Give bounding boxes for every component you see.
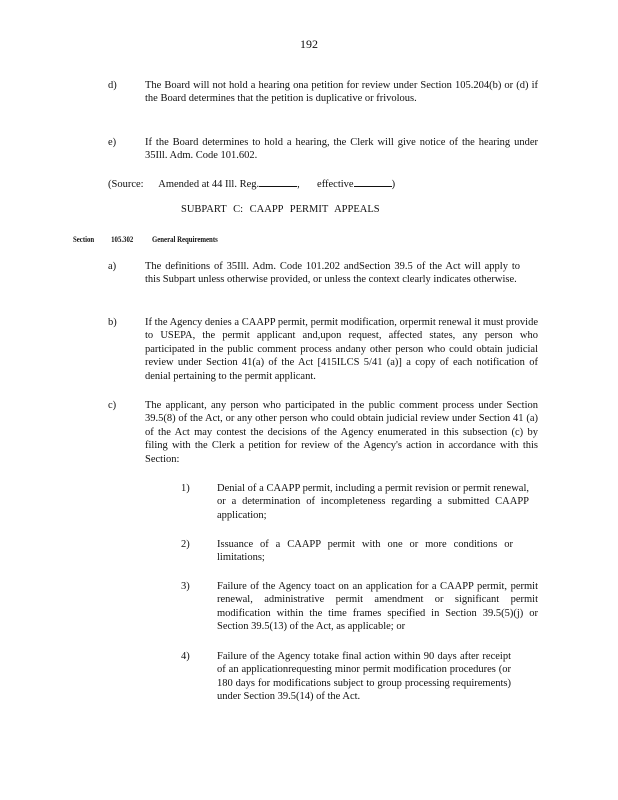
blank-line xyxy=(259,177,297,187)
item-label: d) xyxy=(108,80,117,91)
section-word: Section xyxy=(73,235,95,244)
item-label: b) xyxy=(108,317,117,328)
item-label: a) xyxy=(108,261,117,272)
section-heading xyxy=(73,235,218,244)
page-number: 192 xyxy=(300,37,318,51)
subitem-label: 2) xyxy=(181,539,190,550)
subitem-text: Failure of the Agency toact on an application for a CAAPP permit, permit renewal, administrative permit amendment or significant permit modification within the time frames specified in Section 39.5(5)(j) or Section 39.5(13) of the Act, as applicable; or xyxy=(217,581,538,633)
item-label: c) xyxy=(108,400,117,411)
source-prefix: (Source: xyxy=(108,179,144,190)
section-title: General Requirements xyxy=(151,235,218,244)
source-effective: effective xyxy=(317,179,354,190)
item-text: If the Agency denies a CAAPP permit, permit modification, orpermit renewal it must provide to USEPA, the permit applicant and,upon request, affected states, any person who participated in the public comment process andany other person who could obtain judicial review under Section 41(a) of the Act [415ILCS 5/41 (a)] a copy of each notification of denial pertaining to the permit applicant. xyxy=(145,317,538,382)
section-number: 105.302 xyxy=(111,235,134,244)
source-comma: , xyxy=(297,179,300,190)
subitem-label: 4) xyxy=(181,651,190,662)
subitem-text: Denial of a CAAPP permit, including a permit revision or permit renewal, or a determination of incompleteness regarding a submitted CAAPP application; xyxy=(217,483,529,521)
item-text: The Board will not hold a hearing ona petition for review under Section 105.204(b) or (d) if the Board determines that the petition is duplicative or frivolous. xyxy=(145,80,538,105)
item-text: The definitions of 35Ill. Adm. Code 101.202 andSection 39.5 of the Act will apply to this Subpart unless otherwise provided, or unless the context clearly indicates otherwise. xyxy=(145,261,520,286)
item-text: The applicant, any person who participated in the public comment process under Section 39.5(8) of the Act, or any other person who could obtain judicial review under Section 41 (a) of the Act may contest the decisions of the Agency enumerated in this subsection (c) by filing with the Clerk a petition for review of the Agency's action in accordance with this Section: xyxy=(145,400,538,465)
source-note xyxy=(108,177,395,191)
subitem-text: Issuance of a CAAPP permit with one or more conditions or limitations; xyxy=(217,539,513,564)
blank-line xyxy=(354,177,392,187)
subitem-label: 1) xyxy=(181,483,190,494)
item-label: e) xyxy=(108,137,117,148)
subitem-text: Failure of the Agency totake final action within 90 days after receipt of an applicationrequesting minor permit modification procedures (or 180 days for modifications subject to group processing requirements) under Section 39.5(14) of the Act. xyxy=(217,651,511,703)
source-suffix: ) xyxy=(391,179,396,190)
item-text: If the Board determines to hold a hearing, the Clerk will give notice of the hearing under 35Ill. Adm. Code 101.602. xyxy=(145,137,538,162)
subitem-label: 3) xyxy=(181,581,190,592)
source-amended: Amended at 44 Ill. Reg. xyxy=(158,179,260,190)
subpart-heading: SUBPART C: CAAPP PERMIT APPEALS xyxy=(181,204,380,215)
